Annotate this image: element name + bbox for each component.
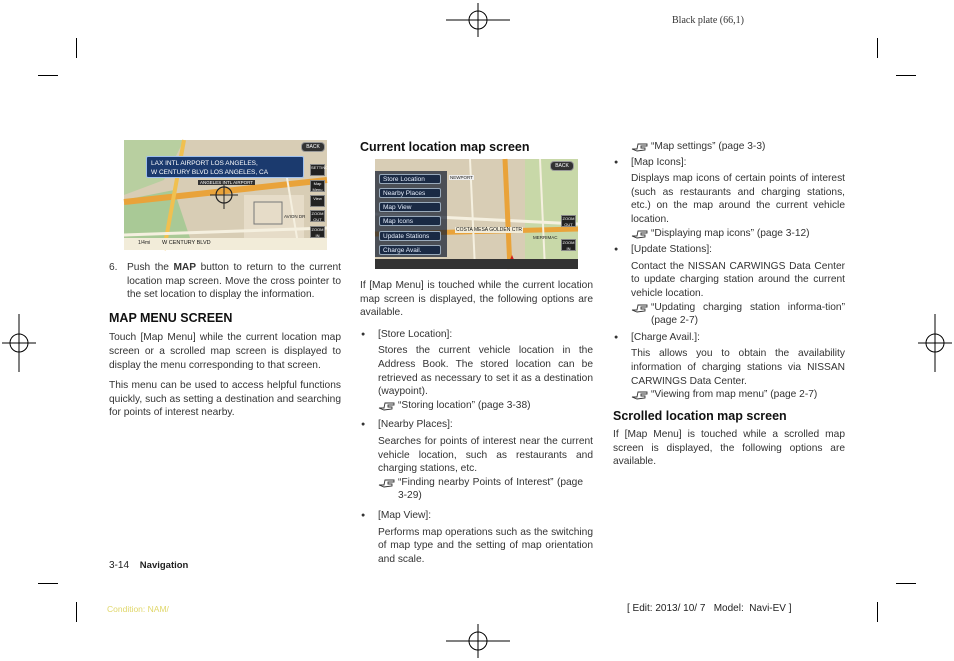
edit-info: [ Edit: 2013/ 10/ 7 Model: Navi-EV ] [627,603,792,614]
zoom-in-button[interactable]: ZOOM IN [311,227,324,238]
step-6-text: Push the [127,262,174,273]
crop-mark [877,602,878,622]
pointing-hand-icon [631,140,649,152]
column-1 [109,261,341,427]
crop-mark [38,583,58,584]
section-heading-scrolled-location: Scrolled location map screen [613,408,787,423]
menu-item-map-view[interactable]: Map View [379,202,441,212]
item-description [360,435,593,503]
cross-reference [378,399,593,413]
menu-item-nearby-places[interactable]: Nearby Places [379,188,441,198]
ref-text: “Map settings” (page 3-3) [651,141,766,152]
item-label: [Map Icons]: [631,156,687,168]
pointing-hand-icon [378,399,396,411]
crop-mark [76,602,77,622]
registration-mark-bottom [446,624,510,658]
item-desc-text: Displays map icons of certain points of interest (such as restaurants and charging stations, etc.) on the map around the current vehicle location. [631,173,845,225]
menu-item-map-icons[interactable]: Map Icons [379,216,441,226]
item-desc-text: Contact the NISSAN CARWINGS Data Center to update charging station around the current vehicle location. [631,260,845,299]
item-description [613,172,845,240]
ref-text: “Storing location” (page 3-38) [398,399,531,411]
section-heading-map-menu: MAP MENU SCREEN [109,310,233,325]
street-label: AVION DR [284,214,306,219]
crop-mark [877,38,878,58]
ref-text: “Updating charging station informa-tion” (page 2-7) [651,301,845,327]
map-menu-screenshot [375,159,578,269]
settings-button[interactable]: SETTINGS [310,164,325,176]
ref-text: “Finding nearby Points of Interest” (page 3-29) [398,476,583,502]
street-label: COSTA MESA GOLDEN CTR [456,227,523,233]
registration-mark-right [918,314,952,372]
back-button[interactable]: BACK [550,161,574,171]
pointing-hand-icon [378,476,396,488]
item-description [360,526,593,567]
back-button[interactable]: BACK [301,142,325,152]
item-label: [Map View]: [378,509,432,521]
item-label: [Nearby Places]: [378,419,453,431]
menu-item-charge-avail[interactable]: Charge Avail. [379,245,441,255]
item-desc-text: Performs map operations such as the switching of map type and the setting of map orientation and scale. [378,526,593,565]
map-menu-button[interactable]: Map Menu [310,180,325,192]
location-info-box [146,156,304,178]
scale-label: 1/4mi [138,240,151,246]
cross-reference [378,476,593,503]
map-button-label: MAP [173,262,197,273]
item-description [613,347,845,401]
paragraph: If [Map Menu] is touched while a scrolled map screen is displayed, the following options are available. [613,429,845,468]
info-line-1: LAX INTL AIRPORT LOS ANGELES, [151,160,258,167]
step-6-text-cont: button to return to the current location map screen. Move the cross pointer to the set location to display the information. [127,262,342,301]
black-plate-label: Black plate (66,1) [672,15,744,26]
list-item-map-icons [613,156,845,170]
condition-label: Condition: NAM/ [107,604,169,614]
street-label: ANGELES INTL AIRPORT [200,180,254,185]
column-3 [613,140,845,476]
section-heading-current-location [360,140,530,154]
page-number: 3-14 [109,560,130,571]
page-footer [109,560,188,571]
item-label: [Store Location]: [378,328,453,340]
cross-reference [631,388,845,402]
column-2 [360,279,593,573]
map-screenshot-location-info [124,140,332,250]
menu-item-store-location[interactable]: Store Location [379,174,441,184]
list-item-store-location [360,328,593,342]
crop-mark [38,75,58,76]
paragraph: Touch [Map Menu] while the current location map screen or a scrolled map screen is displayed to display the menu corresponding to that screen. [109,332,341,371]
list-item-charge-avail [613,331,845,345]
cross-reference [631,301,845,328]
info-line-2: W CENTURY BLVD LOS ANGELES, CA [151,169,269,176]
item-label: [Update Stations]: [631,244,712,256]
item-description [360,344,593,412]
pointing-hand-icon [631,227,649,239]
registration-mark-left [2,314,36,372]
crop-mark [896,75,916,76]
registration-mark-top [446,3,510,37]
zoom-out-button[interactable]: ZOOM OUT [311,211,324,222]
zoom-out-button[interactable]: ZOOM OUT [562,216,575,227]
ref-text: “Viewing from map menu” (page 2-7) [651,389,818,401]
pointing-hand-icon [631,388,649,400]
item-label: [Charge Avail.]: [631,331,700,343]
ref-text: “Displaying map icons” (page 3-12) [651,227,810,239]
list-item-update-stations [613,243,845,257]
crop-mark [896,583,916,584]
section-name: Navigation [139,560,189,571]
cross-reference [631,227,845,241]
item-desc-text: Stores the current vehicle location in the Address Book. The stored location can be retrieved as necessary to set it as a destination (waypoint). [378,345,593,398]
street-label: MERRIMAC [533,235,558,240]
step-number: 6. [109,262,118,273]
item-desc-text: This allows you to obtain the availability information of charging stations via NISSAN CARWINGS Data Center. [631,348,845,387]
zoom-in-button[interactable]: ZOOM IN [562,240,575,251]
bottom-street-label: W CENTURY BLVD [162,240,211,246]
paragraph: If [Map Menu] is touched while the current location map screen is displayed, the following options are available. [360,280,593,319]
pointing-hand-icon [631,301,649,313]
item-description [613,260,845,328]
view-button[interactable]: View [310,195,325,207]
list-item-nearby-places [360,418,593,432]
menu-item-update-stations[interactable]: Update Stations [379,231,441,241]
paragraph: This menu can be used to access helpful functions quickly, such as setting a destination and searching for points of interest nearby. [109,380,341,419]
heading-text: Current location map screen [360,140,530,154]
step-6 [109,261,341,302]
item-desc-text: Searches for points of interest near the current vehicle location, such as restaurants and charging stations, etc. [378,435,593,475]
list-item-map-view [360,509,593,523]
cross-reference [631,140,845,154]
street-label: NEWPORT [450,175,473,180]
crop-mark [76,38,77,58]
